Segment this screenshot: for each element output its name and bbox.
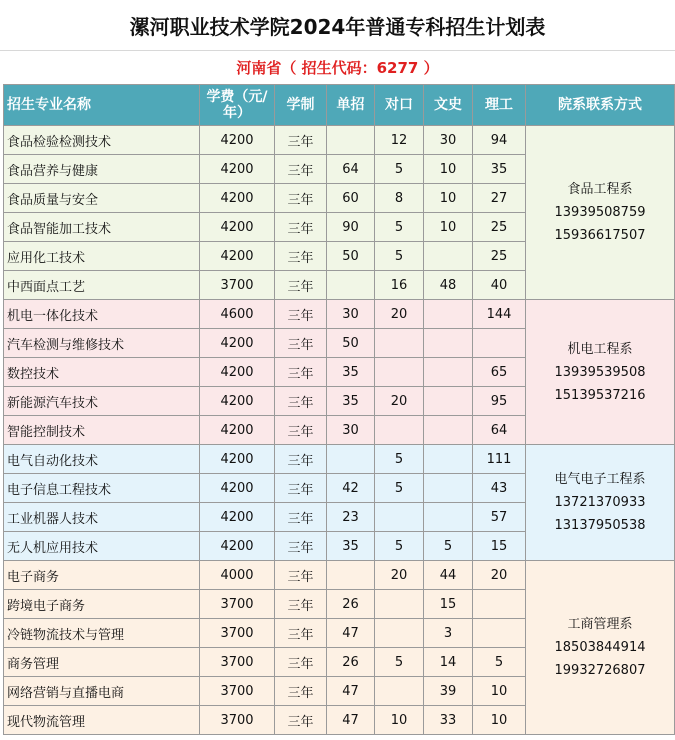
cell-wenshi: 48 [424,271,473,300]
cell-danzhao: 30 [327,416,375,445]
cell-duikou: 5 [375,213,424,242]
cell-ligong: 94 [473,126,526,155]
cell-duikou [375,677,424,706]
cell-duration: 三年 [275,300,327,329]
cell-ligong: 35 [473,155,526,184]
cell-wenshi: 10 [424,155,473,184]
cell-duikou [375,590,424,619]
cell-danzhao: 30 [327,300,375,329]
cell-duration: 三年 [275,677,327,706]
cell-wenshi [424,503,473,532]
cell-duration: 三年 [275,242,327,271]
table-row [4,445,675,474]
cell-danzhao: 23 [327,503,375,532]
cell-danzhao: 35 [327,358,375,387]
cell-danzhao: 64 [327,155,375,184]
cell-duikou [375,619,424,648]
header-ligong: 理工 [473,85,526,126]
department-phone: 19932726807 [554,663,646,678]
cell-fee: 3700 [200,271,275,300]
cell-ligong: 64 [473,416,526,445]
cell-duikou [375,358,424,387]
cell-wenshi: 10 [424,213,473,242]
cell-fee: 4600 [200,300,275,329]
department-contact [526,126,675,300]
header-duration: 学制 [275,85,327,126]
cell-danzhao: 26 [327,648,375,677]
cell-duikou: 5 [375,474,424,503]
cell-wenshi: 3 [424,619,473,648]
cell-fee: 4200 [200,387,275,416]
cell-ligong: 43 [473,474,526,503]
department-phone: 13137950538 [554,518,646,533]
cell-duration: 三年 [275,445,327,474]
cell-danzhao: 35 [327,387,375,416]
cell-fee: 4200 [200,416,275,445]
cell-fee: 3700 [200,648,275,677]
cell-duikou: 20 [375,300,424,329]
header-danzhao: 单招 [327,85,375,126]
cell-fee: 4200 [200,532,275,561]
cell-wenshi [424,242,473,271]
cell-wenshi: 15 [424,590,473,619]
department-name: 食品工程系 [567,182,633,197]
cell-duikou: 5 [375,155,424,184]
cell-major: 电子信息工程技术 [4,474,200,503]
cell-danzhao: 60 [327,184,375,213]
cell-ligong: 5 [473,648,526,677]
department-phone: 13939539508 [554,364,646,380]
cell-fee: 4200 [200,358,275,387]
cell-ligong: 40 [473,271,526,300]
cell-duikou: 5 [375,242,424,271]
cell-ligong: 95 [473,387,526,416]
department-phone: 13721370933 [554,495,646,510]
cell-danzhao: 47 [327,619,375,648]
cell-duikou: 12 [375,126,424,155]
cell-duikou: 16 [375,271,424,300]
cell-danzhao: 90 [327,213,375,242]
cell-duration: 三年 [275,271,327,300]
cell-wenshi [424,474,473,503]
cell-fee: 3700 [200,677,275,706]
department-phone: 15936617507 [554,228,646,243]
cell-danzhao [327,271,375,300]
department-name: 电气电子工程系 [554,472,646,487]
cell-duration: 三年 [275,590,327,619]
page-title: 漯河职业技术学院2024年普通专科招生计划表 [0,0,675,51]
cell-duration: 三年 [275,648,327,677]
header-fee: 学费（元/年） [200,85,275,126]
header-contact: 院系联系方式 [526,85,675,126]
cell-major: 应用化工技术 [4,242,200,271]
header-major: 招生专业名称 [4,85,200,126]
cell-major: 网络营销与直播电商 [4,677,200,706]
cell-fee: 4200 [200,445,275,474]
department-name: 机电工程系 [567,341,633,357]
cell-duration: 三年 [275,184,327,213]
cell-fee: 4200 [200,213,275,242]
cell-fee: 3700 [200,590,275,619]
cell-ligong [473,619,526,648]
cell-major: 食品营养与健康 [4,155,200,184]
cell-wenshi: 39 [424,677,473,706]
cell-duration: 三年 [275,213,327,242]
cell-duration: 三年 [275,358,327,387]
cell-fee: 4000 [200,561,275,590]
cell-fee: 4200 [200,155,275,184]
cell-fee: 3700 [200,619,275,648]
department-contact [526,561,675,735]
cell-major: 食品质量与安全 [4,184,200,213]
cell-ligong [473,329,526,358]
table-row [4,126,675,155]
cell-ligong: 27 [473,184,526,213]
cell-fee: 4200 [200,126,275,155]
cell-ligong [473,590,526,619]
cell-ligong: 10 [473,677,526,706]
cell-duikou: 10 [375,706,424,735]
cell-wenshi: 44 [424,561,473,590]
cell-duikou: 20 [375,561,424,590]
cell-ligong: 25 [473,213,526,242]
cell-wenshi: 10 [424,184,473,213]
cell-fee: 4200 [200,242,275,271]
cell-major: 食品检验检测技术 [4,126,200,155]
enrollment-plan-table [3,84,675,735]
cell-duration: 三年 [275,706,327,735]
cell-danzhao [327,445,375,474]
cell-wenshi [424,387,473,416]
cell-duikou [375,329,424,358]
cell-duration: 三年 [275,532,327,561]
cell-major: 商务管理 [4,648,200,677]
cell-major: 智能控制技术 [4,416,200,445]
cell-major: 中西面点工艺 [4,271,200,300]
cell-wenshi [424,445,473,474]
department-phone: 15139537216 [554,387,646,403]
cell-wenshi [424,416,473,445]
cell-danzhao: 26 [327,590,375,619]
header-duikou: 对口 [375,85,424,126]
cell-fee: 4200 [200,503,275,532]
cell-wenshi [424,358,473,387]
header-wenshi: 文史 [424,85,473,126]
cell-major: 食品智能加工技术 [4,213,200,242]
cell-danzhao: 47 [327,677,375,706]
cell-ligong: 144 [473,300,526,329]
cell-major: 跨境电子商务 [4,590,200,619]
province-subtitle: 河南省（ 招生代码：6277 ） [236,59,439,77]
cell-fee: 4200 [200,184,275,213]
cell-fee: 4200 [200,329,275,358]
cell-duration: 三年 [275,387,327,416]
cell-danzhao [327,561,375,590]
cell-ligong: 15 [473,532,526,561]
cell-danzhao: 42 [327,474,375,503]
cell-danzhao: 35 [327,532,375,561]
cell-wenshi: 30 [424,126,473,155]
cell-ligong: 20 [473,561,526,590]
cell-duikou: 5 [375,445,424,474]
department-name: 工商管理系 [567,617,633,632]
cell-fee: 4200 [200,474,275,503]
cell-danzhao [327,126,375,155]
cell-duration: 三年 [275,619,327,648]
cell-duration: 三年 [275,155,327,184]
cell-duration: 三年 [275,126,327,155]
cell-major: 新能源汽车技术 [4,387,200,416]
cell-duikou: 20 [375,387,424,416]
cell-danzhao: 50 [327,242,375,271]
table-row [4,561,675,590]
cell-major: 机电一体化技术 [4,300,200,329]
table-body [4,126,675,735]
cell-duration: 三年 [275,416,327,445]
cell-major: 电气自动化技术 [4,445,200,474]
cell-duration: 三年 [275,329,327,358]
department-phone: 13939508759 [554,205,646,220]
department-contact [526,445,675,561]
cell-major: 数控技术 [4,358,200,387]
table-header-row [4,85,675,126]
cell-wenshi: 33 [424,706,473,735]
cell-duration: 三年 [275,561,327,590]
cell-major: 汽车检测与维修技术 [4,329,200,358]
cell-ligong: 10 [473,706,526,735]
cell-ligong: 57 [473,503,526,532]
cell-ligong: 25 [473,242,526,271]
cell-major: 工业机器人技术 [4,503,200,532]
department-phone: 18503844914 [554,640,646,655]
table-row [4,300,675,329]
cell-duikou: 8 [375,184,424,213]
cell-duikou: 5 [375,648,424,677]
cell-major: 电子商务 [4,561,200,590]
cell-danzhao: 47 [327,706,375,735]
cell-major: 现代物流管理 [4,706,200,735]
cell-ligong: 111 [473,445,526,474]
cell-major: 冷链物流技术与管理 [4,619,200,648]
cell-ligong: 65 [473,358,526,387]
cell-fee: 3700 [200,706,275,735]
department-contact [526,300,675,445]
cell-wenshi: 14 [424,648,473,677]
cell-danzhao: 50 [327,329,375,358]
cell-duikou [375,503,424,532]
cell-wenshi [424,329,473,358]
cell-major: 无人机应用技术 [4,532,200,561]
cell-wenshi: 5 [424,532,473,561]
cell-duration: 三年 [275,474,327,503]
cell-duration: 三年 [275,503,327,532]
cell-wenshi [424,300,473,329]
cell-duikou [375,416,424,445]
cell-duikou: 5 [375,532,424,561]
